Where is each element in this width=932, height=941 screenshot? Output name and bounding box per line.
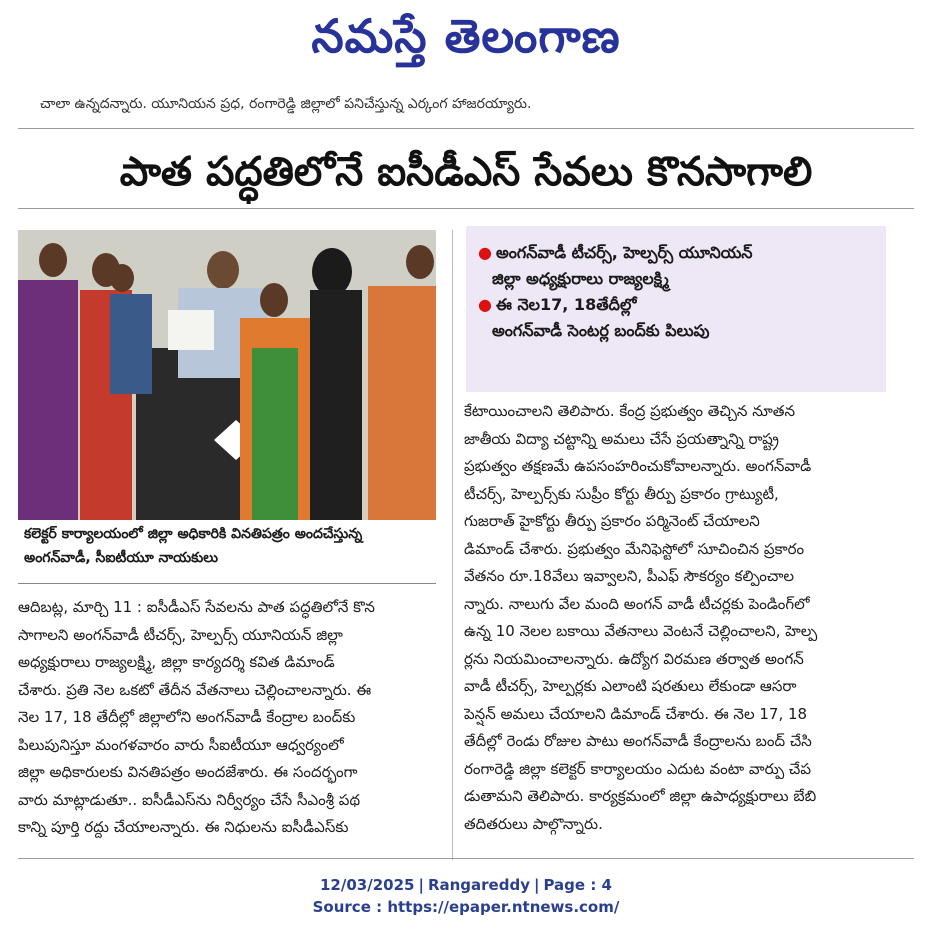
source-link[interactable]: Source : https://epaper.ntnews.com/ [312, 898, 620, 916]
article-line: న్నారు. నాలుగు వేల మంది అంగన్ వాడీ టీచర్లకు పెండింగ్‌లో [464, 594, 810, 613]
article-line: జాతీయ విద్యా చట్టాన్ని అమలు చేసే ప్రయత్నాన్ని రాష్ట్ర [464, 429, 779, 448]
highlight-bullet-1 [478, 240, 876, 266]
highlight-2-line-2: అంగన్‌వాడీ సెంటర్ల బంద్‌కు పిలుపు [492, 321, 710, 340]
article-line: టీచర్స్, హెల్పర్స్‌కు సుప్రీం కోర్టు తీర్పు ప్రకారం గ్రాట్యుటీ, [464, 484, 779, 503]
article-line: డిమాండ్ చేశారు. ప్రభుత్వం మేనిఫెస్టోలో సూచించిన ప్రకారం [464, 539, 805, 558]
article-body-left [18, 594, 442, 842]
edition-date: 12/03/2025 [320, 876, 415, 894]
headline-divider [18, 208, 914, 209]
header-divider [18, 128, 914, 129]
footer-divider [18, 858, 914, 859]
article-line: వేతనం రూ.18వేలు ఇవ్వాలని, పీఎఫ్ సౌకర్యం కల్పించాల [464, 567, 795, 585]
news-photo [18, 230, 436, 520]
highlight-bullet-2 [478, 292, 876, 318]
article-line: ప్రభుత్వం తక్షణమే ఉపసంహరించుకోవాలన్నారు. అంగన్‌వాడీ [464, 457, 812, 475]
article-line: అధ్యక్షురాలు రాజ్యలక్ష్మి, జిల్లా కార్యదర్శి కవిత డిమాండ్ [18, 653, 335, 671]
edition-page: Page : 4 [543, 876, 612, 894]
article-line: తదితరులు పాల్గొన్నారు. [464, 814, 603, 833]
article-line: వారు మాట్లాడుతూ.. ఐసీడీఎస్‌ను నిర్వీర్యం చేసే సీఎంశ్రీ పథ [18, 790, 361, 809]
article-line: వాడీ టీచర్స్, హెల్పర్లకు ఎలాంటి షరతులు లేకుండా ఆసరా [464, 677, 797, 695]
caption-line-2: అంగన్‌వాడీ, సీఐటీయూ నాయకులు [24, 550, 219, 566]
caption-divider [18, 583, 436, 584]
previous-article-tail: చాలా ఉన్నదన్నారు. యూనియన ప్రధ, రంగారెడ్డి జిల్లాలో పనిచేస్తున్న ఎర్కంగ హాజరయ్యారు. [40, 96, 532, 112]
article-line: పెన్షన్ అమలు చేయాలని డిమాండ్ చేశారు. ఈ నెల 17, 18 [464, 704, 808, 723]
article-line: నెల 17, 18 తేదీల్లో జిల్లాలోని అంగన్‌వాడీ కేంద్రాల బంద్‌కు [18, 708, 356, 726]
highlight-2-line-1: ఈ నెల17, 18తేదీల్లో [495, 295, 637, 314]
article-line: గుజరాత్ హైకోర్టు తీర్పు ప్రకారం పర్మినెంట్ చేయాలని [464, 512, 760, 530]
highlight-1-line-2: జిల్లా అధ్యక్షురాలు రాజ్యలక్ష్మి [492, 269, 669, 288]
caption-line-1: కలెక్టర్ కార్యాలయంలో జిల్లా అధికారికి వినతిపత్రం అందచేస్తున్న [24, 526, 363, 542]
article-line: ఆదిబట్ల, మార్చి 11 : ఐసీడీఎస్ సేవలను పాత పద్ధతిలోనే కొన [18, 598, 375, 616]
edition-district: Rangareddy [427, 876, 530, 894]
article-line: ర్లను నియమించాలన్నారు. ఉద్యోగ విరమణ తర్వాత అంగన్ [464, 649, 804, 668]
footer [0, 874, 932, 918]
article-line: పిలుపునిస్తూ మంగళవారం వారు సీఐటీయూ ఆధ్వర్యంలో [18, 735, 344, 754]
article-line: జిల్లా అధికారులకు వినతిపత్రం అందజేశారు. ఈ సందర్భంగా [18, 763, 358, 781]
article-line: తేదీల్లో రెండు రోజుల పాటు అంగన్‌వాడీ కేంద్రాలను బంద్ చేసి [464, 732, 812, 750]
highlights-box [466, 226, 886, 392]
news-photo-illustration [18, 230, 436, 520]
article-line: సాగాలని అంగన్‌వాడీ టీచర్స్, హెల్పర్స్ యూనియన్ జిల్లా [18, 625, 343, 644]
article-line: కేటాయించాలని తెలిపారు. కేంద్ర ప్రభుత్వం తెచ్చిన నూతన [464, 402, 795, 420]
article-headline: పాత పద్ధతిలోనే ఐసీడీఎస్ సేవలు కొనసాగాలి [119, 149, 813, 195]
column-divider [452, 230, 453, 860]
article-line: ఉన్న 10 నెలల బకాయి వేతనాలు వెంటనే చెల్లించాలని, హెల్ప [464, 622, 818, 640]
photo-caption [18, 522, 436, 580]
footer-meta: 12/03/2025 | Rangareddy | Page : 4 [320, 876, 612, 894]
article-line: కాన్ని పూర్తి రద్దు చేయాలన్నారు. ఈ నిధులను ఐసీడీఎస్‌కు [18, 818, 349, 836]
article-line: రంగారెడ్డి జిల్లా కలెక్టర్ కార్యాలయం ఎదుట వంటా వార్పు చేప [464, 759, 811, 778]
bullet-icon: ● [478, 243, 492, 262]
article-line: డుతామని తెలిపారు. కార్యక్రమంలో జిల్లా ఉపాధ్యక్షురాలు బేబి [464, 787, 817, 805]
highlight-1-line-1: అంగన్‌వాడీ టీచర్స్, హెల్పర్స్ యూనియన్ [495, 243, 753, 262]
bullet-icon: ● [478, 295, 492, 314]
masthead-title: నమస్తే తెలంగాణ [311, 9, 621, 63]
article-body-right [464, 398, 900, 838]
article-line: చేశారు. ప్రతి నెల ఒకటో తేదీన వేతనాలు చెల్లించాలన్నారు. ఈ [18, 680, 372, 699]
